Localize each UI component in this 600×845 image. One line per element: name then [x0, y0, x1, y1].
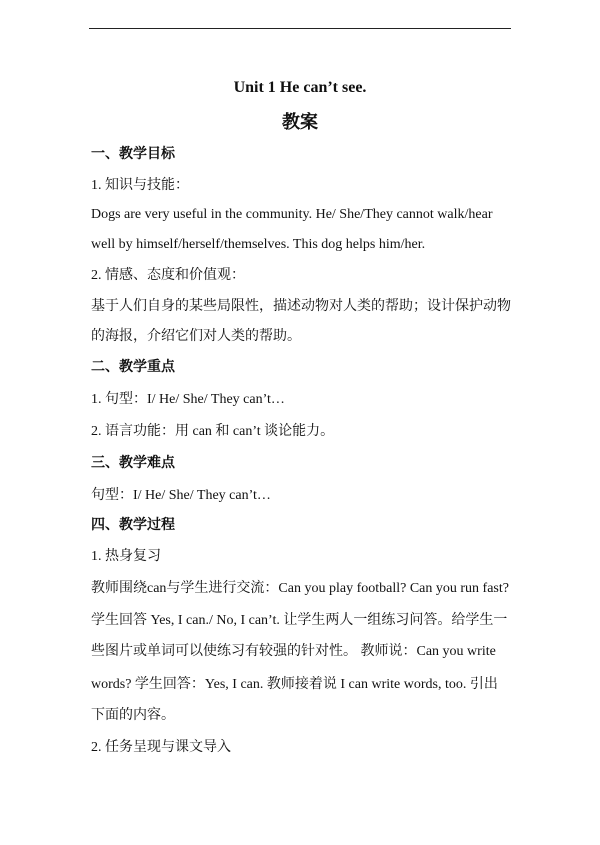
- document-subtitle: 教案: [282, 112, 318, 132]
- key-point-item: 1. 句型：I/ He/ She/ They can’t…: [91, 392, 285, 407]
- paragraph-line: 的海报，介绍它们对人类的帮助。: [91, 329, 301, 344]
- paragraph-line: well by himself/herself/themselves. This dog helps him/her.: [91, 237, 426, 252]
- objective-attitude-label: 2. 情感、态度和价值观：: [91, 268, 245, 283]
- section-heading-process: 四、教学过程: [91, 518, 175, 533]
- paragraph-line: 教师围绕can与学生进行交流：Can you play football? Can you run fast?: [91, 581, 509, 596]
- key-point-item: 2. 语言功能：用 can 和 can’t 谈论能力。: [91, 424, 335, 439]
- paragraph-line: 下面的内容。: [91, 708, 175, 723]
- objective-knowledge-label: 1. 知识与技能：: [91, 178, 189, 193]
- section-heading-key-points: 二、教学重点: [91, 360, 175, 375]
- section-heading-difficulties: 三、教学难点: [91, 456, 175, 471]
- document-title: Unit 1 He can’t see.: [233, 79, 367, 96]
- process-step-label: 2. 任务呈现与课文导入: [91, 740, 231, 755]
- paragraph-line: 些图片或单词可以使练习有较强的针对性。 教师说：Can you write: [91, 644, 496, 659]
- process-step-label: 1. 热身复习: [91, 549, 161, 564]
- section-heading-objectives: 一、教学目标: [91, 147, 175, 162]
- paragraph-line: 基于人们自身的某些局限性，描述动物对人类的帮助；设计保护动物: [91, 299, 511, 314]
- header-rule: [89, 28, 511, 29]
- difficulty-item: 句型：I/ He/ She/ They can’t…: [91, 488, 271, 503]
- paragraph-line: words? 学生回答：Yes, I can. 教师接着说 I can write words, too. 引出: [91, 677, 498, 692]
- paragraph-line: Dogs are very useful in the community. He/ She/They cannot walk/hear: [91, 207, 493, 222]
- paragraph-line: 学生回答 Yes, I can./ No, I can’t. 让学生两人一组练习问答。给学生一: [91, 613, 508, 628]
